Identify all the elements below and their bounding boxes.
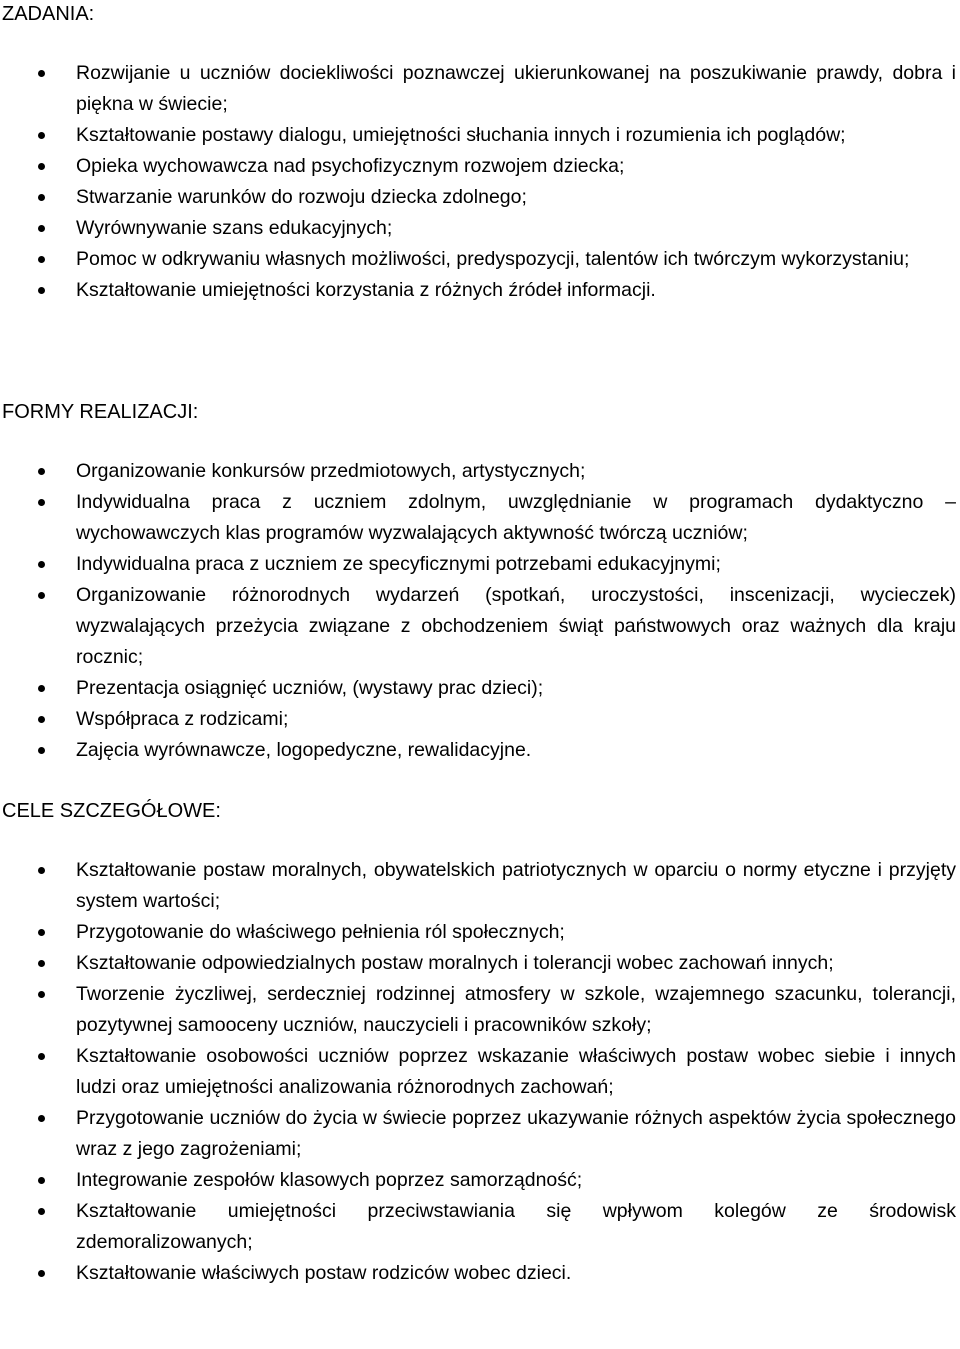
list-item: Organizowanie różnorodnych wydarzeń (spotkań, uroczystości, inscenizacji, wycieczek) wyzwalających przeżycia związane z obchodzeniem świąt państwowych oraz ważnych dla kraju rocznic; bbox=[0, 580, 956, 673]
list-item: Organizowanie konkursów przedmiotowych, artystycznych; bbox=[0, 456, 956, 487]
list-item: Przygotowanie uczniów do życia w świecie poprzez ukazywanie różnych aspektów życia społecznego wraz z jego zagrożeniami; bbox=[0, 1103, 956, 1165]
bullet-icon bbox=[38, 194, 45, 201]
list-item: Współpraca z rodzicami; bbox=[0, 704, 956, 735]
list-item: Wyrównywanie szans edukacyjnych; bbox=[0, 213, 956, 244]
bullet-icon bbox=[38, 70, 45, 77]
bullet-icon bbox=[38, 499, 45, 506]
bullet-icon bbox=[38, 991, 45, 998]
list-item: Tworzenie życzliwej, serdeczniej rodzinnej atmosfery w szkole, wzajemnego szacunku, tolerancji, pozytywnej samooceny uczniów, nauczycieli i pracowników szkoły; bbox=[0, 979, 956, 1041]
implementation-forms-list bbox=[0, 456, 956, 766]
section-heading-formy-realizacji: FORMY REALIZACJI: bbox=[2, 401, 199, 423]
list-item: Integrowanie zespołów klasowych poprzez samorządność; bbox=[0, 1165, 956, 1196]
list-item: Kształtowanie umiejętności przeciwstawiania się wpływom kolegów ze środowisk zdemoralizowanych; bbox=[0, 1196, 956, 1258]
list-item: Kształtowanie postaw moralnych, obywatelskich patriotycznych w oparciu o normy etyczne i przyjęty system wartości; bbox=[0, 855, 956, 917]
list-item: Przygotowanie do właściwego pełnienia ról społecznych; bbox=[0, 917, 956, 948]
list-item: Kształtowanie odpowiedzialnych postaw moralnych i tolerancji wobec zachowań innych; bbox=[0, 948, 956, 979]
detailed-goals-list bbox=[0, 855, 956, 1289]
bullet-icon bbox=[38, 256, 45, 263]
bullet-icon bbox=[38, 561, 45, 568]
list-item: Kształtowanie właściwych postaw rodziców wobec dzieci. bbox=[0, 1258, 956, 1289]
bullet-icon bbox=[38, 132, 45, 139]
list-item: Opieka wychowawcza nad psychofizycznym rozwojem dziecka; bbox=[0, 151, 956, 182]
bullet-icon bbox=[38, 685, 45, 692]
list-item: Kształtowanie postawy dialogu, umiejętności słuchania innych i rozumienia ich poglądów; bbox=[0, 120, 956, 151]
section-heading-cele-szczegolowe: CELE SZCZEGÓŁOWE: bbox=[2, 800, 221, 822]
list-item: Pomoc w odkrywaniu własnych możliwości, predyspozycji, talentów ich twórczym wykorzystaniu; bbox=[0, 244, 956, 275]
bullet-icon bbox=[38, 163, 45, 170]
bullet-icon bbox=[38, 929, 45, 936]
tasks-list bbox=[0, 58, 956, 306]
list-item: Stwarzanie warunków do rozwoju dziecka zdolnego; bbox=[0, 182, 956, 213]
list-item: Kształtowanie osobowości uczniów poprzez wskazanie właściwych postaw wobec siebie i innych ludzi oraz umiejętności analizowania różnorodnych zachowań; bbox=[0, 1041, 956, 1103]
bullet-icon bbox=[38, 1177, 45, 1184]
bullet-icon bbox=[38, 592, 45, 599]
bullet-icon bbox=[38, 960, 45, 967]
bullet-icon bbox=[38, 1208, 45, 1215]
bullet-icon bbox=[38, 867, 45, 874]
bullet-icon bbox=[38, 1053, 45, 1060]
list-item: Prezentacja osiągnięć uczniów, (wystawy prac dzieci); bbox=[0, 673, 956, 704]
bullet-icon bbox=[38, 716, 45, 723]
list-item: Indywidualna praca z uczniem ze specyficznymi potrzebami edukacyjnymi; bbox=[0, 549, 956, 580]
bullet-icon bbox=[38, 468, 45, 475]
bullet-icon bbox=[38, 747, 45, 754]
bullet-icon bbox=[38, 1270, 45, 1277]
bullet-icon bbox=[38, 225, 45, 232]
list-item: Kształtowanie umiejętności korzystania z różnych źródeł informacji. bbox=[0, 275, 956, 306]
list-item: Zajęcia wyrównawcze, logopedyczne, rewalidacyjne. bbox=[0, 735, 956, 766]
list-item: Rozwijanie u uczniów dociekliwości poznawczej ukierunkowanej na poszukiwanie prawdy, dobra i piękna w świecie; bbox=[0, 58, 956, 120]
section-heading-zadania: ZADANIA: bbox=[2, 3, 95, 25]
bullet-icon bbox=[38, 1115, 45, 1122]
bullet-icon bbox=[38, 287, 45, 294]
list-item: Indywidualna praca z uczniem zdolnym, uwzględnianie w programach dydaktyczno – wychowawczych klas programów wyzwalających aktywność twórczą uczniów; bbox=[0, 487, 956, 549]
